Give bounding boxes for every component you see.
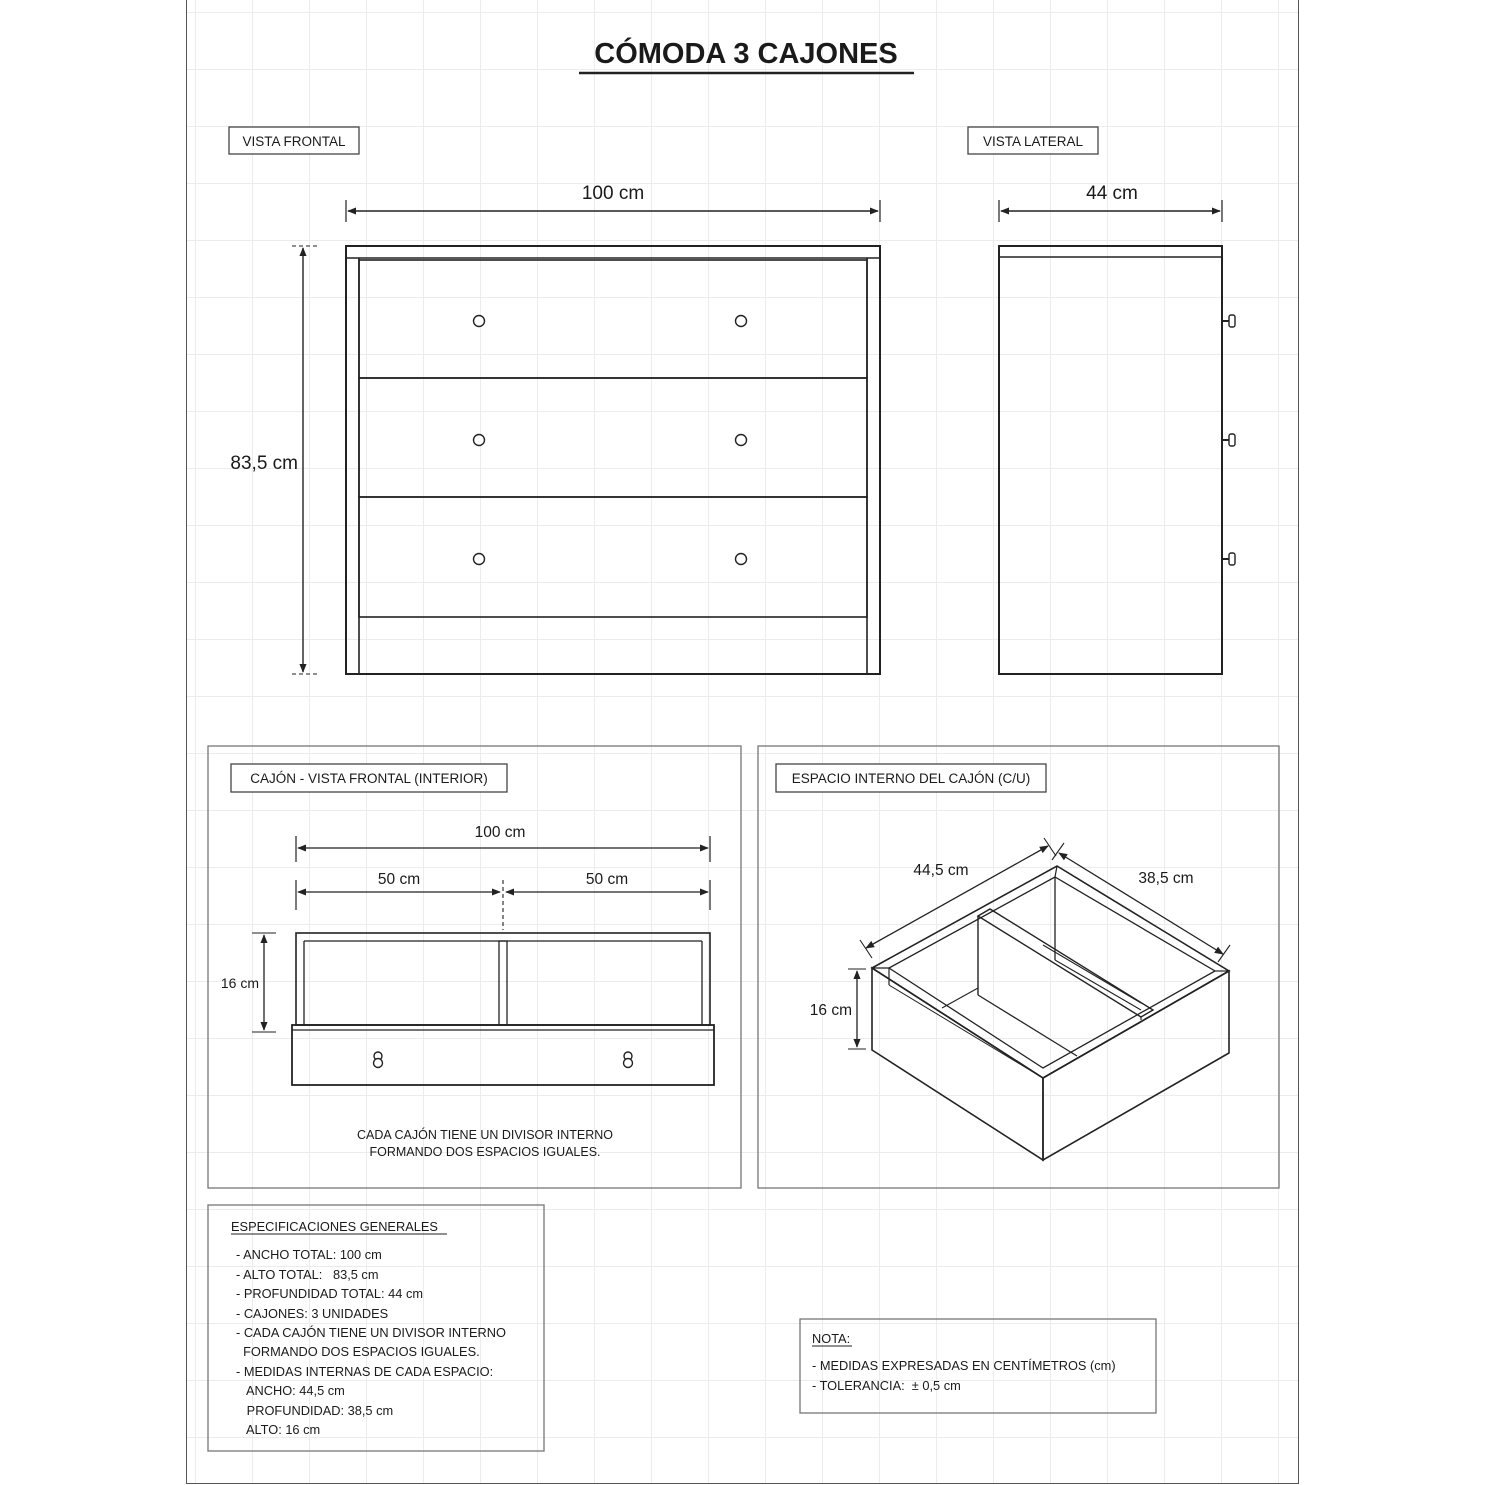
note-heading: NOTA: — [812, 1331, 851, 1346]
spec-line: - PROFUNDIDAD TOTAL: 44 cm — [236, 1286, 424, 1301]
side-knob-icon — [1222, 553, 1235, 565]
spec-line: - CADA CAJÓN TIENE UN DIVISOR INTERNO — [236, 1325, 506, 1340]
space-depth-label: 38,5 cm — [1138, 870, 1194, 887]
side-depth-label: 44 cm — [1086, 183, 1138, 204]
knob-icon — [736, 435, 747, 446]
knob-icon — [736, 316, 747, 327]
side-knob-icon — [1222, 434, 1235, 446]
side-knob-icon — [1222, 315, 1235, 327]
front-width-dimension — [346, 183, 880, 222]
spec-line: PROFUNDIDAD: 38,5 cm — [236, 1403, 394, 1418]
svg-text:VISTA LATERAL: VISTA LATERAL — [982, 134, 1084, 149]
spec-line: - ANCHO TOTAL: 100 cm — [236, 1247, 382, 1262]
drawer-front-panel-label — [231, 764, 507, 792]
drawer-half-width-dimensions — [296, 871, 710, 930]
note-line: - TOLERANCIA: ± 0,5 cm — [812, 1378, 961, 1393]
drawer-isometric — [872, 866, 1229, 1160]
space-width-label: 44,5 cm — [913, 862, 969, 879]
knob-icon — [474, 554, 485, 565]
spec-line: - ALTO TOTAL: 83,5 cm — [236, 1267, 379, 1282]
svg-text:VISTA FRONTAL: VISTA FRONTAL — [242, 134, 346, 149]
svg-text:ESPACIO INTERNO DEL CAJÓN (C/U: ESPACIO INTERNO DEL CAJÓN (C/U) — [791, 771, 1031, 786]
knob-icon — [624, 1052, 633, 1068]
drawer-front-panel — [208, 746, 741, 1188]
drawer-right-width-label: 50 cm — [585, 871, 629, 888]
drawer-total-width-label: 100 cm — [474, 824, 526, 841]
spec-line: ALTO: 16 cm — [236, 1422, 321, 1437]
specs-list — [236, 1247, 506, 1437]
drawer-space-panel-label — [776, 764, 1046, 792]
front-width-label: 100 cm — [581, 183, 645, 204]
drawer-note-line2: FORMANDO DOS ESPACIOS IGUALES. — [369, 1145, 601, 1159]
drawer-height-dimension — [221, 933, 276, 1032]
spec-line: - CAJONES: 3 UNIDADES — [236, 1306, 389, 1321]
front-height-label: 83,5 cm — [230, 453, 298, 474]
spec-line: ANCHO: 44,5 cm — [236, 1383, 345, 1398]
drawer-divider — [499, 941, 507, 1025]
dresser-front — [346, 246, 880, 674]
drawer-height-label: 16 cm — [220, 975, 259, 991]
drawer-left-width-label: 50 cm — [377, 871, 421, 888]
knob-icon — [736, 554, 747, 565]
drawer-total-width-dimension — [296, 824, 710, 862]
knob-icon — [474, 316, 485, 327]
spec-line: FORMANDO DOS ESPACIOS IGUALES. — [236, 1344, 480, 1359]
note-line: - MEDIDAS EXPRESADAS EN CENTÍMETROS (cm) — [812, 1358, 1116, 1373]
drawer-note-line1: CADA CAJÓN TIENE UN DIVISOR INTERNO — [356, 1128, 614, 1142]
drawing-title: CÓMODA 3 CAJONES — [594, 38, 898, 70]
knob-icon — [374, 1052, 383, 1068]
drawer-space-panel — [758, 746, 1279, 1188]
side-depth-dimension — [999, 183, 1222, 222]
specs-heading: ESPECIFICACIONES GENERALES — [231, 1219, 438, 1234]
drawer-front-2 — [359, 378, 867, 497]
drawer-front-drawing — [292, 933, 714, 1085]
svg-text:CAJÓN - VISTA FRONTAL (INTERIO: CAJÓN - VISTA FRONTAL (INTERIOR) — [250, 771, 488, 786]
side-view-label — [968, 127, 1098, 154]
knob-icon — [474, 435, 485, 446]
space-depth-dimension — [1052, 843, 1230, 962]
space-height-dimension — [810, 969, 866, 1049]
front-view-label — [229, 127, 359, 154]
space-width-dimension — [860, 838, 1056, 958]
dresser-side — [999, 246, 1235, 674]
drawer-front-3 — [359, 497, 867, 617]
drawer-face — [292, 1025, 714, 1085]
spec-line: - MEDIDAS INTERNAS DE CADA ESPACIO: — [236, 1364, 494, 1379]
drawer-front-1 — [359, 260, 867, 378]
space-height-label: 16 cm — [809, 1002, 852, 1019]
front-height-dimension — [230, 246, 318, 674]
